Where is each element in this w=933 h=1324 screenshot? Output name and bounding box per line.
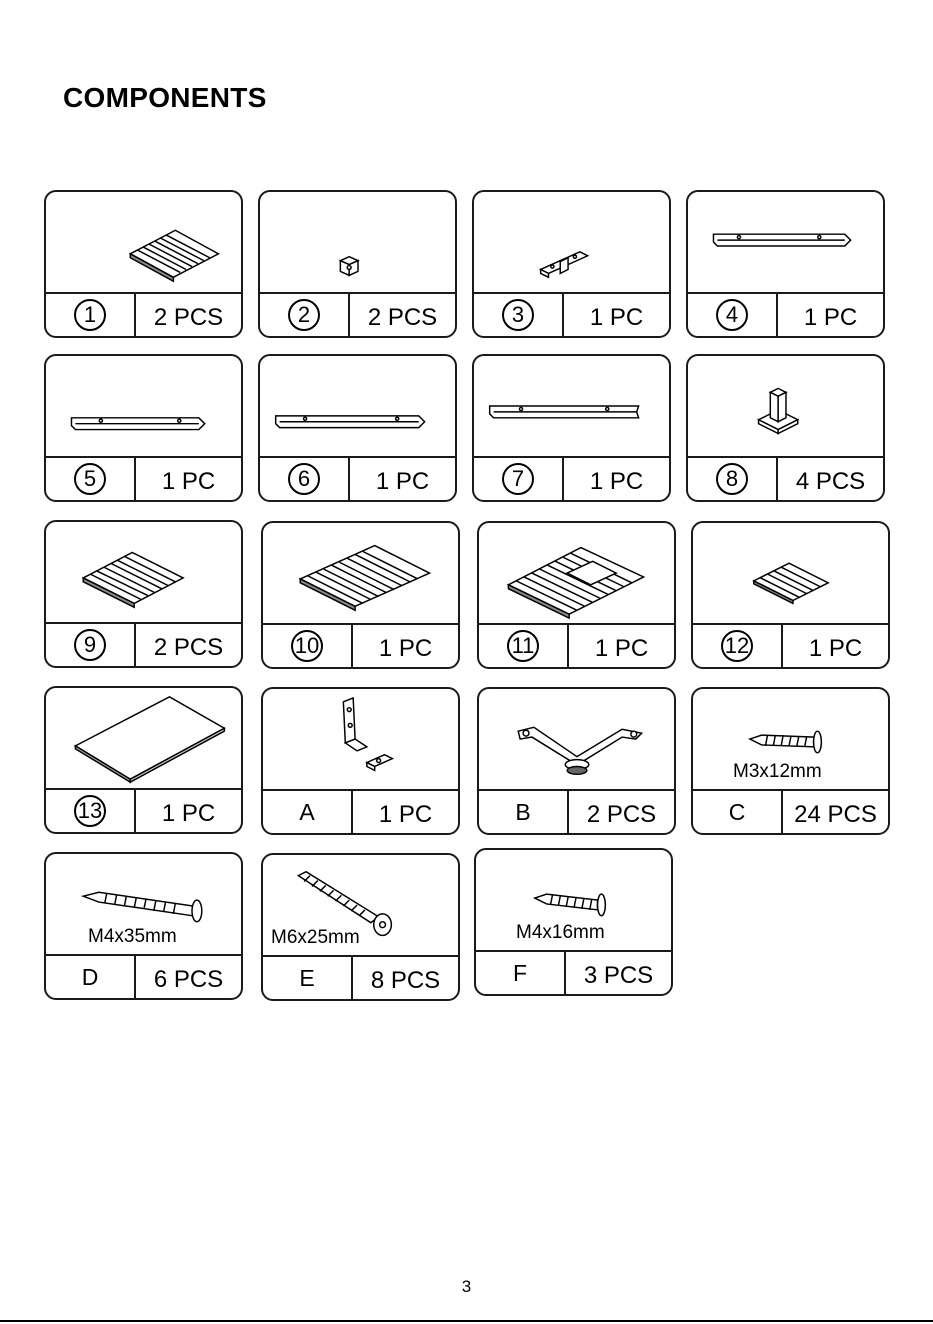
angle-rail-icon [260, 356, 455, 460]
component-card-9 [44, 520, 243, 668]
component-qty: 2 PCS [367, 304, 438, 331]
component-id: 7 [474, 458, 564, 500]
flat-board-icon [46, 688, 241, 792]
hinge-bracket-icon [263, 689, 458, 793]
slatted-panel-icon [46, 522, 241, 626]
component-card-5 [44, 354, 243, 502]
bracket-bar-icon [474, 192, 669, 296]
component-id: 1 [46, 294, 136, 336]
component-card-12 [691, 521, 890, 669]
component-card-11 [477, 521, 676, 669]
component-card-6 [258, 354, 457, 502]
component-id: C [693, 791, 783, 833]
component-id: 4 [688, 294, 778, 336]
component-card-4 [686, 190, 885, 338]
component-id: A [263, 791, 353, 833]
component-card-B [477, 687, 676, 835]
component-card-2 [258, 190, 457, 338]
component-card-A [261, 687, 460, 835]
component-spec: M4x35mm [88, 926, 177, 947]
component-card-8 [686, 354, 885, 502]
component-qty: 1 PC [378, 801, 433, 828]
component-id: F [476, 952, 566, 994]
component-card-C [691, 687, 890, 835]
component-qty: 1 PC [378, 635, 433, 662]
component-qty: 1 PC [594, 635, 649, 662]
component-qty: 8 PCS [370, 967, 441, 994]
cube-block-icon [260, 192, 455, 296]
component-id: 13 [46, 790, 136, 832]
component-card-D [44, 852, 243, 1000]
component-id: 3 [474, 294, 564, 336]
bottom-rule [0, 1320, 933, 1322]
component-spec: M6x25mm [271, 927, 360, 948]
component-qty: 1 PC [803, 304, 858, 331]
angle-rail-icon [688, 192, 883, 296]
component-spec: M3x12mm [733, 761, 822, 782]
component-card-13 [44, 686, 243, 834]
component-qty: 2 PCS [586, 801, 657, 828]
component-id: 2 [260, 294, 350, 336]
slatted-panel-small-icon [693, 523, 888, 627]
component-card-10 [261, 521, 460, 669]
slatted-panel-large-icon [263, 523, 458, 627]
component-qty: 1 PC [161, 800, 216, 827]
component-qty: 6 PCS [153, 966, 224, 993]
component-qty: 1 PC [589, 468, 644, 495]
component-qty: 24 PCS [794, 801, 877, 828]
component-spec: M4x16mm [516, 922, 605, 943]
page-number: 3 [461, 1277, 472, 1296]
component-qty: 1 PC [808, 635, 863, 662]
component-id: 6 [260, 458, 350, 500]
component-card-3 [472, 190, 671, 338]
component-qty: 2 PCS [153, 634, 224, 661]
component-qty: 3 PCS [583, 962, 654, 989]
component-id: B [479, 791, 569, 833]
component-id: 12 [693, 625, 783, 667]
component-id: E [263, 957, 353, 999]
component-id: 8 [688, 458, 778, 500]
component-card-E [261, 853, 460, 1001]
foot-post-icon [688, 356, 883, 460]
component-id: D [46, 956, 136, 998]
component-id: 9 [46, 624, 136, 666]
component-qty: 1 PC [375, 468, 430, 495]
angle-rail-icon [474, 356, 669, 460]
component-card-F [474, 848, 673, 996]
component-qty: 1 PC [161, 468, 216, 495]
component-qty: 1 PC [589, 304, 644, 331]
component-id: 10 [263, 625, 353, 667]
component-id: 5 [46, 458, 136, 500]
slatted-panel-cutout-icon [479, 523, 674, 627]
component-qty: 2 PCS [153, 304, 224, 331]
component-qty: 4 PCS [795, 468, 866, 495]
slatted-panel-icon [46, 192, 241, 296]
component-card-7 [472, 354, 671, 502]
page-title: COMPONENTS [63, 82, 267, 113]
spider-bracket-icon [479, 689, 674, 793]
component-id: 11 [479, 625, 569, 667]
component-card-1 [44, 190, 243, 338]
angle-rail-icon [46, 356, 241, 460]
